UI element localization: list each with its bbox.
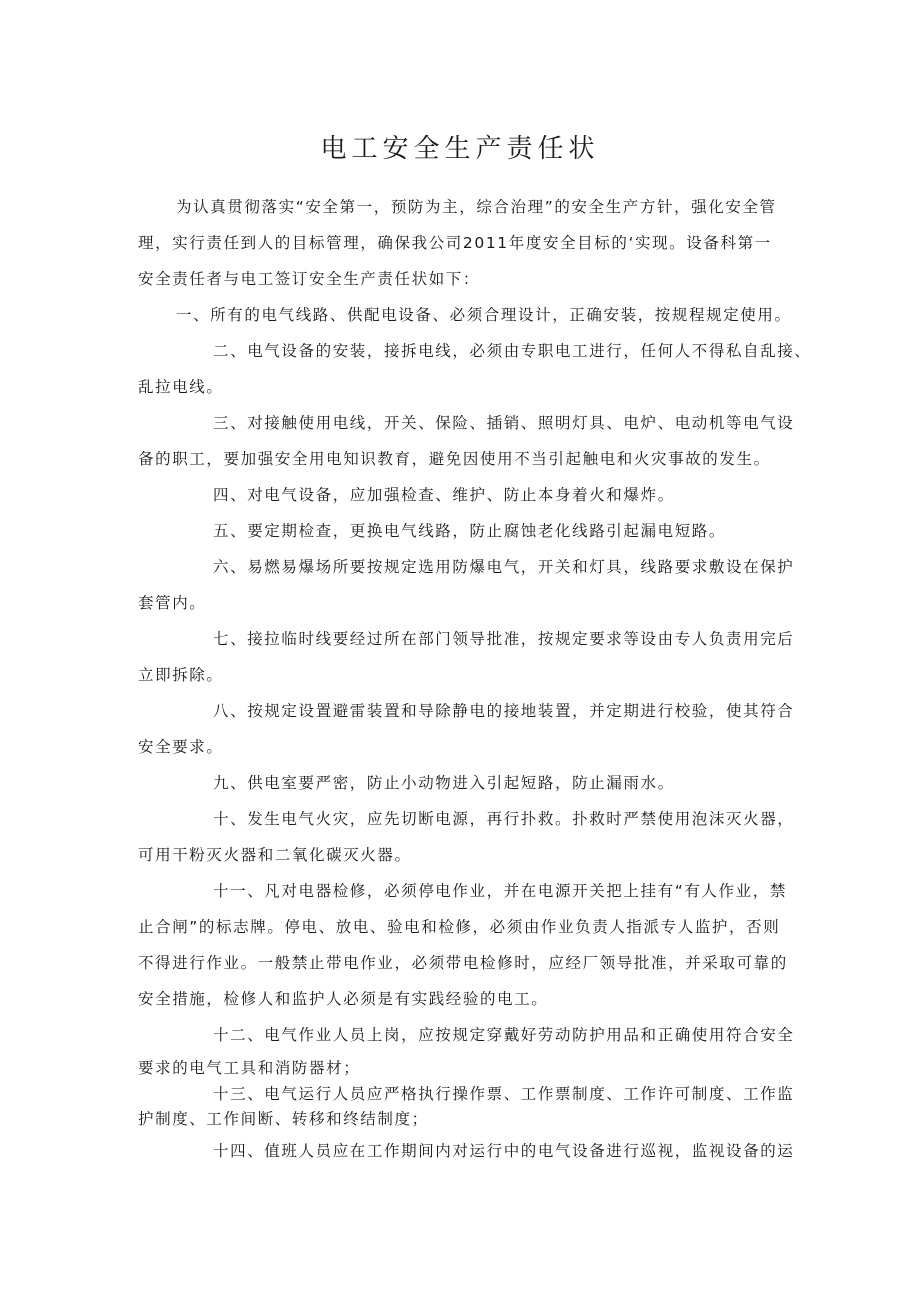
paragraph-line: 六、易燃易爆场所要按规定选用防爆电气，开关和灯具，线路要求敷设在保护 [213,558,795,576]
paragraph-line: 止合闸”的标志牌。停电、放电、验电和检修，必须由作业负责人指派专人监护，否则 [138,918,781,936]
paragraph-line: 为认真贯彻落实“安全第一，预防为主，综合治理”的安全生产方针，强化安全管 [176,198,777,216]
paragraph-line: 备的职工，要加强安全用电知识教育，避免因使用不当引起触电和火灾事故的发生。 [138,450,771,468]
paragraph-line: 一、所有的电气线路、供配电设备、必须合理设计，正确安装，按规程规定使用。 [176,306,792,324]
paragraph-line: 九、供电室要严密，防止小动物进入引起短路，防止漏雨水。 [213,774,675,792]
paragraph-line: 要求的电气工具和消防器材； [138,1059,361,1077]
paragraph-line: 十三、电气运行人员应严格执行操作票、工作票制度、工作许可制度、工作监 [213,1085,795,1103]
paragraph-line: 五、要定期检查，更换电气线路，防止腐蚀老化线路引起漏电短路。 [213,522,727,540]
paragraph-line: 套管内。 [138,594,207,612]
paragraph-line: 安全要求。 [138,738,224,756]
paragraph-line: 安全责任者与电工签订安全生产责任状如下： [138,270,481,288]
paragraph-line: 七、接拉临时线要经过所在部门领导批准，按规定要求等设由专人负责用完后 [213,630,795,648]
paragraph-line: 八、按规定设置避雷装置和导除静电的接地装置，并定期进行校验，使其符合 [213,702,795,720]
paragraph-line: 十一、凡对电器检修，必须停电作业，并在电源开关把上挂有“有人作业，禁 [213,882,787,900]
paragraph-line: 三、对接触使用电线，开关、保险、插销、照明灯具、电炉、电动机等电气设 [213,414,795,432]
paragraph-line: 护制度、工作间断、转移和终结制度； [138,1110,429,1128]
paragraph-line: 理，实行责任到人的目标管理，确保我公司2011年度安全目标的‘实现。设备科第一 [138,234,772,252]
paragraph-line: 安全措施，检修人和监护人必须是有实践经验的电工。 [138,990,549,1008]
paragraph-line: 不得进行作业。一般禁止带电作业，必须带电检修时，应经厂领导批准，并采取可靠的 [138,954,788,972]
paragraph-line: 十二、电气作业人员上岗，应按规定穿戴好劳动防护用品和正确使用符合安全 [213,1026,795,1044]
paragraph-line: 十四、值班人员应在工作期间内对运行中的电气设备进行巡视，监视设备的运 [213,1142,795,1160]
paragraph-line: 四、对电气设备，应加强检查、维护、防止本身着火和爆炸。 [213,486,675,504]
paragraph-line: 可用干粉灭火器和二氧化碳灭火器。 [138,846,412,864]
paragraph-line: 立即拆除。 [138,666,224,684]
paragraph-line: 二、电气设备的安装，接拆电线，必须由专职电工进行，任何人不得私自乱接、 [213,342,812,360]
document-title: 电工安全生产责任状 [320,134,600,164]
paragraph-line: 十、发生电气火灾，应先切断电源，再行扑救。扑救时严禁使用泡沫灭火器， [213,810,795,828]
paragraph-line: 乱拉电线。 [138,378,224,396]
